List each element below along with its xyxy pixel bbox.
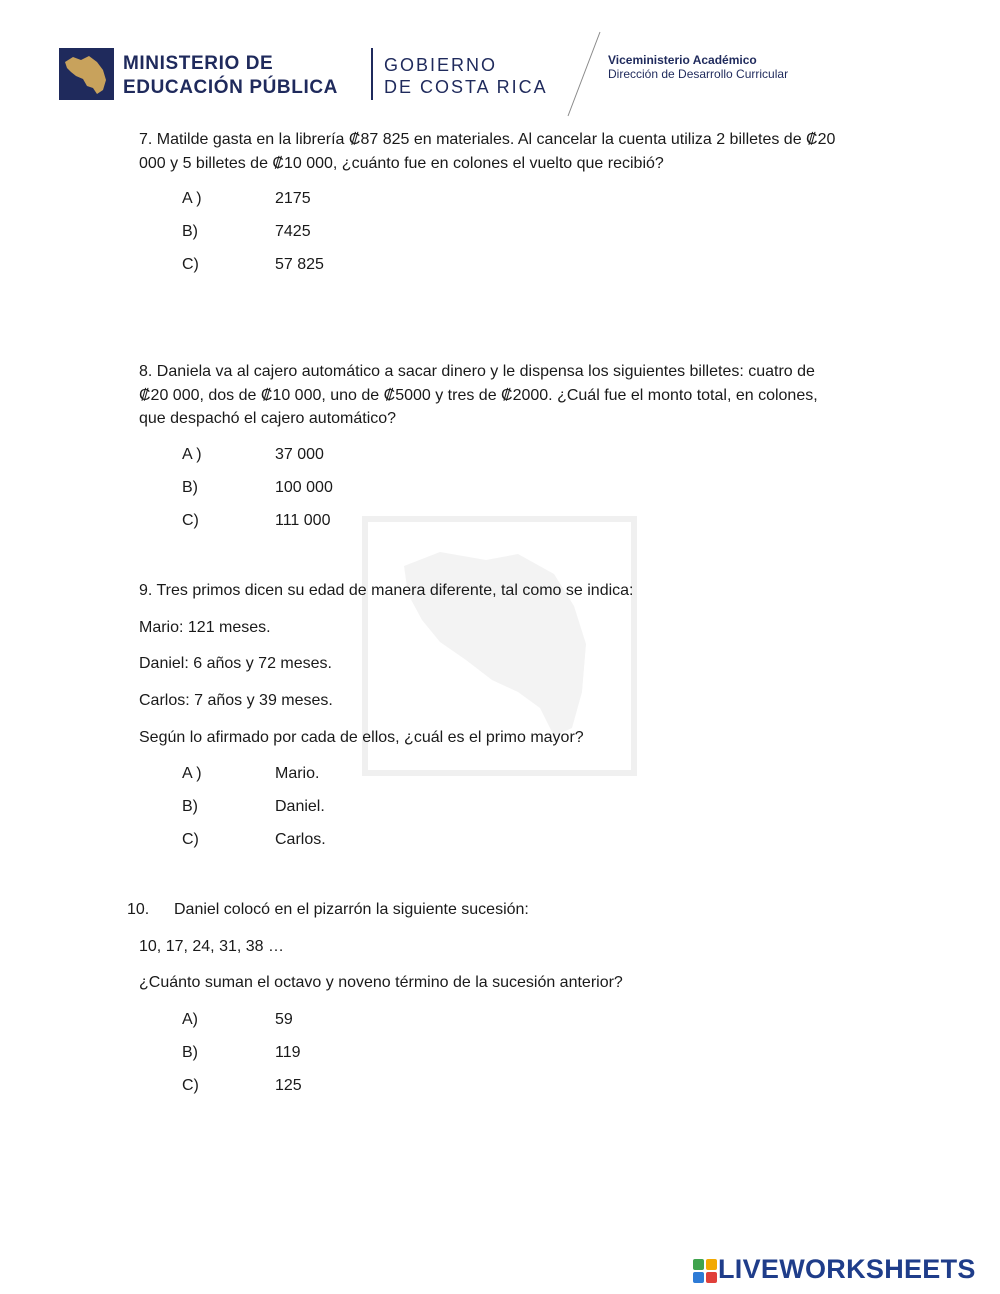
q9-option-b-label: B) xyxy=(182,798,198,815)
costa-rica-map-logo xyxy=(59,48,114,100)
vice-ministry-title: Viceministerio Académico xyxy=(608,53,757,67)
vice-ministry-subtitle: Dirección de Desarrollo Curricular xyxy=(608,67,789,81)
question-8-text: 8. Daniela va al cajero automático a sacar dinero y le dispensa los siguientes billetes: cuatro de ₡20 000, dos de ₡10 000, uno de ₡5000 y tres de ₡2000. ¿Cuál fue el monto total, en colones, que despachó el cajero automático? xyxy=(139,363,818,427)
q10-option-a-value: 59 xyxy=(275,1011,293,1028)
q7-option-b-label: B) xyxy=(182,223,198,240)
q9-question: Según lo afirmado por cada de ellos, ¿cuál es el primo mayor? xyxy=(139,729,584,746)
q9-mario-statement: Mario: 121 meses. xyxy=(139,619,271,636)
q9-daniel-statement: Daniel: 6 años y 72 meses. xyxy=(139,655,332,672)
q8-option-b-value: 100 000 xyxy=(275,479,333,496)
question-10-intro: Daniel colocó en el pizarrón la siguiente sucesión: xyxy=(174,901,529,918)
q8-option-c-value: 111 000 xyxy=(275,512,331,529)
liveworksheets-brand[interactable]: LIVEWORKSHEETS xyxy=(718,1254,976,1284)
q9-option-a-label: A ) xyxy=(182,765,202,782)
q8-option-a-label: A ) xyxy=(182,446,202,463)
q10-sequence: 10, 17, 24, 31, 38 … xyxy=(139,938,284,955)
q9-option-b-value: Daniel. xyxy=(275,798,325,815)
q8-option-b-label: B) xyxy=(182,479,198,496)
government-name: GOBIERNO DE COSTA RICA xyxy=(384,55,548,97)
q10-option-c-value: 125 xyxy=(275,1077,302,1094)
q9-option-c-label: C) xyxy=(182,831,199,848)
q8-option-c-label: C) xyxy=(182,512,199,529)
q10-option-b-value: 119 xyxy=(275,1044,301,1061)
question-7-text: 7. Matilde gasta en la librería ₡87 825 en materiales. Al cancelar la cuenta utiliza 2 billetes de ₡20 000 y 5 billetes de ₡10 000, ¿cuánto fue en colones el vuelto que recibió? xyxy=(139,131,836,172)
q10-question: ¿Cuánto suman el octavo y noveno término de la sucesión anterior? xyxy=(139,974,623,991)
header-slash-divider xyxy=(562,30,612,120)
q10-option-b-label: B) xyxy=(182,1044,198,1061)
q7-option-c-value: 57 825 xyxy=(275,256,324,273)
q7-option-b-value: 7425 xyxy=(275,223,311,240)
question-9-intro: 9. Tres primos dicen su edad de manera diferente, tal como se indica: xyxy=(139,582,634,599)
ministry-name: MINISTERIO DE EDUCACIÓN PÚBLICA xyxy=(123,53,338,98)
q9-option-c-value: Carlos. xyxy=(275,831,326,848)
q7-option-a-label: A ) xyxy=(182,190,202,207)
question-10-number: 10. xyxy=(127,901,150,918)
q10-option-a-label: A) xyxy=(182,1011,198,1028)
q10-option-c-label: C) xyxy=(182,1077,199,1094)
q7-option-a-value: 2175 xyxy=(275,190,311,207)
q9-option-a-value: Mario. xyxy=(275,765,320,782)
q8-option-a-value: 37 000 xyxy=(275,446,324,463)
q7-option-c-label: C) xyxy=(182,256,199,273)
q9-carlos-statement: Carlos: 7 años y 39 meses. xyxy=(139,692,333,709)
header-divider xyxy=(371,48,373,100)
costa-rica-map-icon xyxy=(59,48,114,100)
liveworksheets-logo-icon xyxy=(693,1259,717,1283)
